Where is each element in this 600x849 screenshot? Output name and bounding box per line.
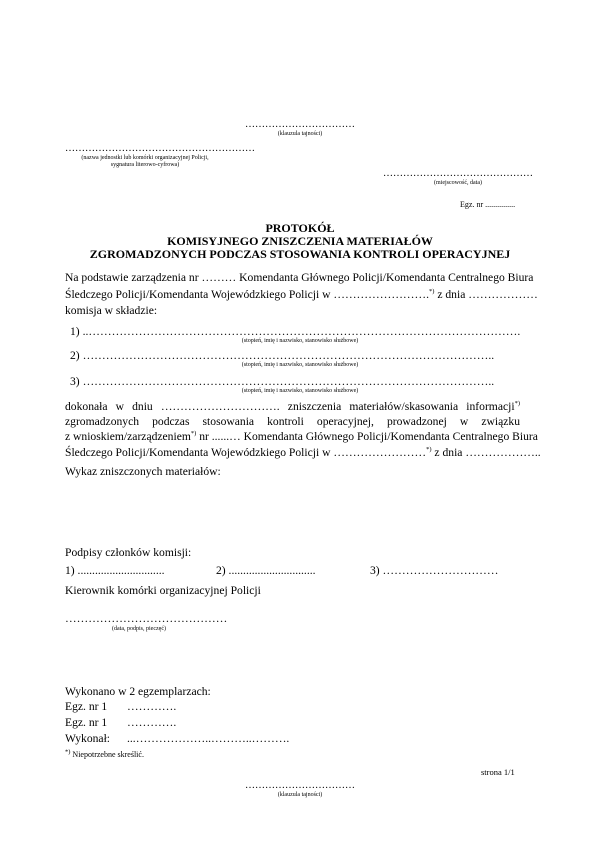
member-3-dots: …………………………………………………………………………………………….. — [82, 375, 495, 388]
footnote-marker: *) — [190, 430, 197, 438]
intro-line-2-text: Śledczego Policji/Komendanta Wojewódzkiego Policji w ……………………. — [65, 288, 430, 301]
footnote — [65, 750, 144, 759]
unit-label-1: (nazwa jednostki lub komórki organizacyjnej Policji, — [81, 155, 209, 161]
unit-dots: ………………………………………………… — [65, 143, 255, 154]
member-1-label: (stopień, imię i nazwisko, stanowisko służbowe) — [241, 338, 359, 344]
klauzula-top-label: (klauzula tajności) — [277, 131, 323, 137]
member-2 — [70, 349, 494, 363]
egz-2-dots: …………. — [127, 716, 177, 729]
signature-1: 1) .............................. — [65, 564, 165, 577]
member-1-dots: ..…………………………………………………………………………………………………. — [82, 325, 521, 338]
wykaz-heading: Wykaz zniszczonych materiałów: — [65, 465, 221, 478]
body-line-4-text: Śledczego Policji/Komendanta Wojewódzkiego Policji w …………………… — [65, 446, 427, 459]
egz-1-dots: …………. — [127, 700, 177, 713]
place-date-label: (miejscowość, data) — [434, 180, 482, 186]
kierownik-dots: …………………………………… — [65, 612, 228, 625]
klauzula-top-dots: …………………………… — [245, 119, 355, 130]
signatures-heading: Podpisy członków komisji: — [65, 546, 192, 559]
member-2-dots: …………………………………………………………………………………………….. — [82, 349, 495, 362]
intro-line-3: komisja w składzie: — [65, 304, 158, 317]
wykonano-label: Wykonano w 2 egzemplarzach: — [65, 685, 211, 698]
klauzula-bottom-dots: …………………………… — [245, 780, 355, 791]
page-number: strona 1/1 — [481, 767, 515, 777]
intro-paragraph — [65, 271, 538, 318]
title-line-1: PROTOKÓŁ — [265, 221, 335, 235]
unit-label-2: sygnatura literowo-cyfrowa) — [110, 162, 180, 168]
member-3-num: 3) — [70, 375, 80, 388]
title-line-2: KOMISYJNEGO ZNISZCZENIA MATERIAŁÓW — [167, 234, 433, 248]
member-1-num: 1) — [70, 325, 80, 338]
footnote-text: Niepotrzebne skreślić. — [70, 750, 144, 759]
kierownik-label: Kierownik komórki organizacyjnej Policji — [65, 584, 261, 597]
body-line-2: zgromadzonych podczas stosowania kontroli operacyjnej, prowadzonej w związku — [65, 415, 520, 428]
member-3 — [70, 375, 494, 389]
body-line-4-date: z dnia ……………….. — [431, 446, 541, 459]
member-1 — [70, 325, 520, 339]
wykonal-dots: ...………………..………..………. — [127, 732, 290, 745]
page-title — [40, 222, 560, 261]
body-line-3 — [65, 430, 538, 444]
body-line-1 — [65, 400, 520, 414]
footnote-marker: *) — [514, 400, 520, 408]
footnote-marker: *) — [65, 748, 71, 756]
kierownik-sub-label: (data, podpis, pieczęć) — [112, 626, 166, 632]
place-date-dots: ……………………………………… — [383, 168, 533, 179]
member-3-label: (stopień, imię i nazwisko, stanowisko służbowe) — [241, 388, 359, 394]
footnote-marker: *) — [426, 446, 432, 454]
member-2-num: 2) — [70, 349, 80, 362]
body-line-4 — [65, 446, 541, 460]
intro-line-2-date: z dnia ……………… — [434, 288, 538, 301]
footnote-marker: *) — [429, 288, 435, 296]
wykonal-label: Wykonał: — [65, 732, 111, 745]
title-line-3: ZGROMADZONYCH PODCZAS STOSOWANIA KONTROLI OPERACYJNEJ — [89, 247, 511, 261]
klauzula-bottom-label: (klauzula tajności) — [277, 792, 323, 798]
body-paragraph — [65, 400, 541, 460]
body-line-1-text: dokonała w dniu …………………………. zniszczenia materiałów/skasowania informacji — [65, 400, 515, 413]
body-line-3-text: z wnioskiem/zarządzeniem — [65, 430, 191, 443]
member-2-label: (stopień, imię i nazwisko, stanowisko służbowe) — [241, 362, 359, 368]
body-line-3-rest: nr ......… Komendanta Głównego Policji/Komendanta Centralnego Biura — [196, 430, 538, 443]
intro-line-1: Na podstawie zarządzenia nr ……… Komendanta Głównego Policji/Komendanta Centralnego Biura — [65, 271, 534, 284]
egz-2-label: Egz. nr 1 — [65, 716, 108, 729]
signature-3: 3) ………………………… — [370, 564, 499, 577]
egz-1-label: Egz. nr 1 — [65, 700, 108, 713]
signature-2: 2) .............................. — [216, 564, 316, 577]
intro-line-2 — [65, 288, 538, 302]
egz-number: Egz. nr ............... — [460, 200, 516, 209]
